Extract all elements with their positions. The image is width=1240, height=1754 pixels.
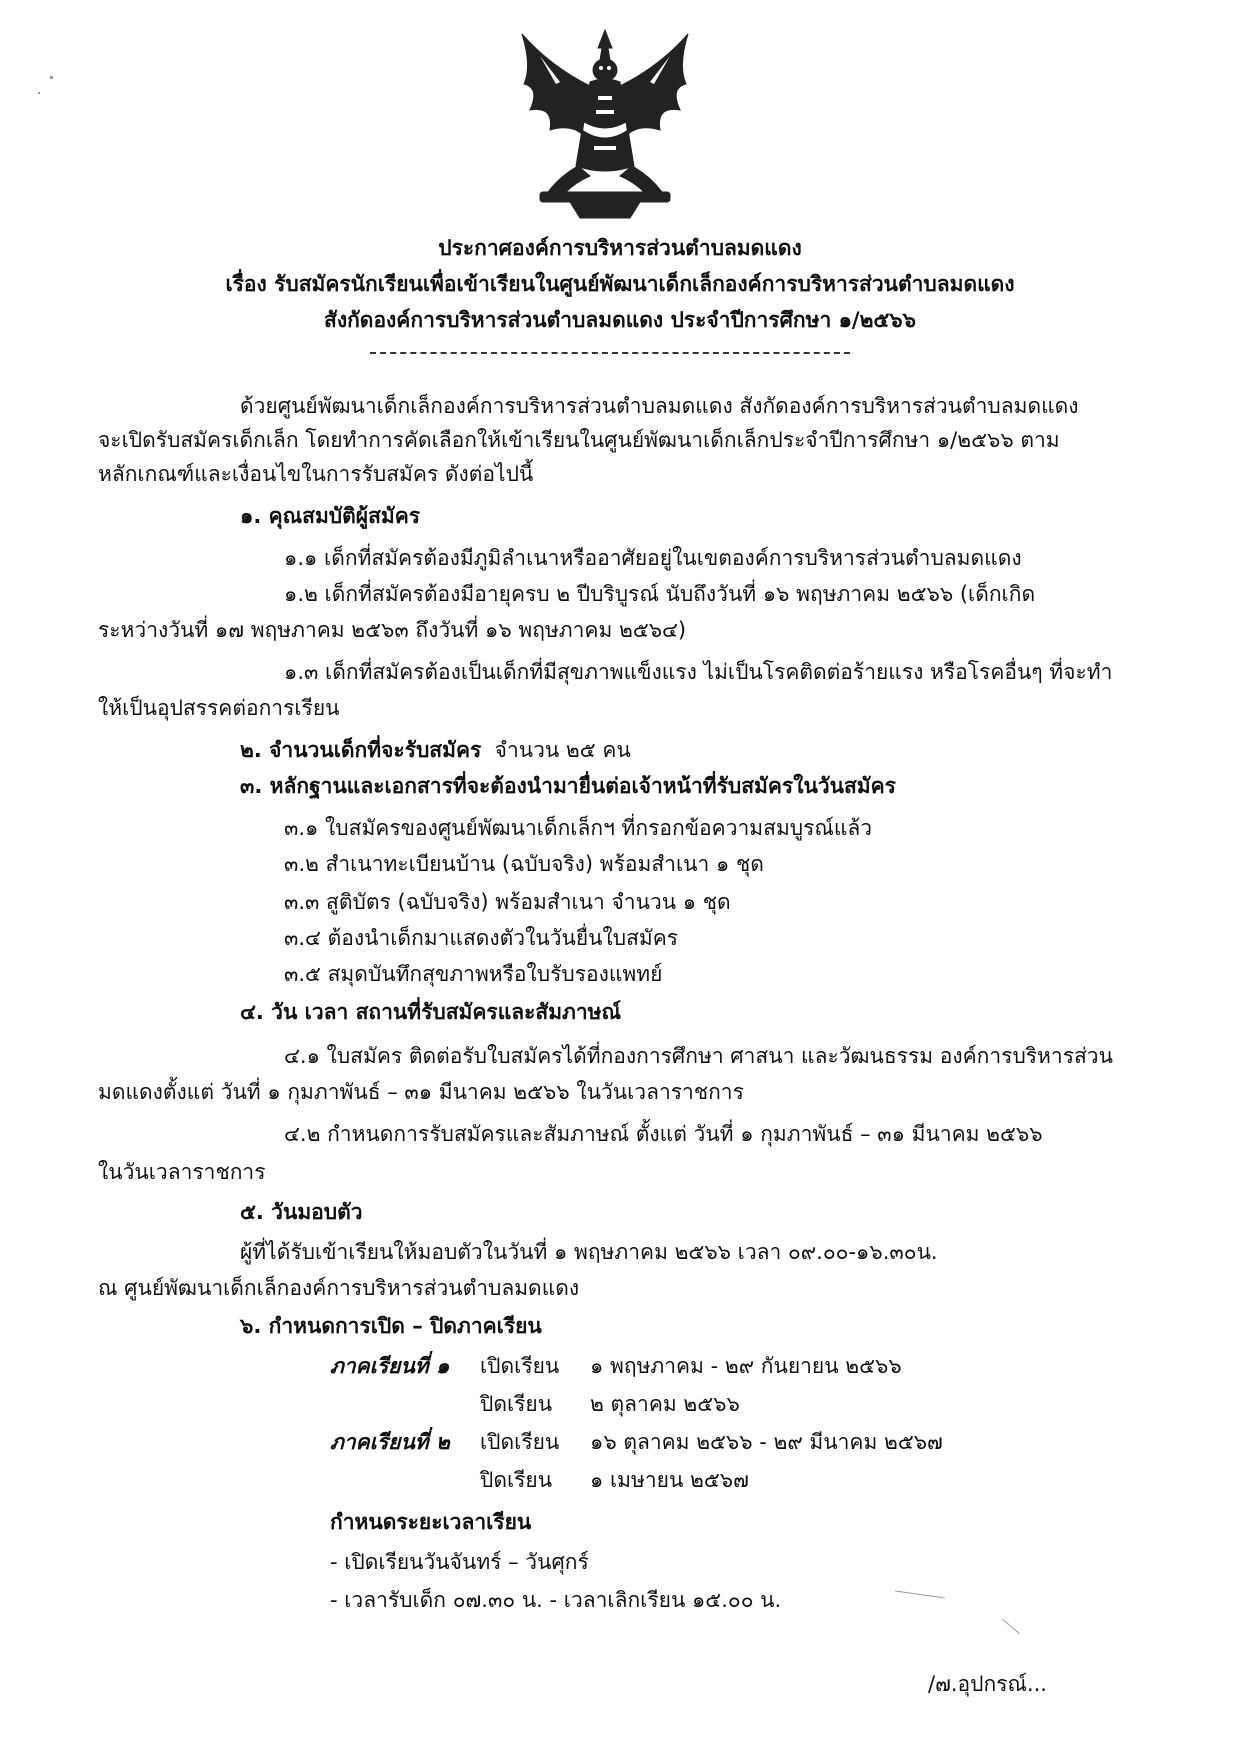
scan-speck bbox=[38, 92, 40, 94]
term-2-open-value: ๑๖ ตุลาคม ๒๕๖๖ - ๒๙ มีนาคม ๒๕๖๗ bbox=[590, 1430, 943, 1454]
section-3-item-4: ๓.๔ ต้องนำเด็กมาแสดงตัวในวันยื่นใบสมัคร bbox=[284, 926, 679, 950]
section-2-heading: ๒. จำนวนเด็กที่จะรับสมัคร bbox=[240, 738, 482, 762]
section-1-item-2-cont: ระหว่างวันที่ ๑๗ พฤษภาคม ๒๕๖๓ ถึงวันที่ ๑๖ พฤษภาคม ๒๕๖๔) bbox=[98, 618, 687, 642]
term-1-close-value: ๒ ตุลาคม ๒๕๖๖ bbox=[590, 1392, 740, 1416]
garuda-emblem-icon bbox=[510, 26, 700, 222]
section-1-item-1: ๑.๑ เด็กที่สมัครต้องมีภูมิลำเนาหรืออาศัยอยู่ในเขตองค์การบริหารส่วนตำบลมดแดง bbox=[284, 546, 1022, 570]
schedule-heading: กำหนดระยะเวลาเรียน bbox=[330, 1510, 532, 1534]
section-3-item-2: ๓.๒ สำเนาทะเบียนบ้าน (ฉบับจริง) พร้อมสำเนา ๑ ชุด bbox=[284, 852, 764, 876]
section-1-heading: ๑. คุณสมบัติผู้สมัคร bbox=[240, 504, 421, 528]
term-1-label: ภาคเรียนที่ ๑ bbox=[330, 1354, 450, 1378]
intro-line-3: หลักเกณฑ์และเงื่อนไขในการรับสมัคร ดังต่อไปนี้ bbox=[98, 462, 534, 486]
section-3-item-1: ๓.๑ ใบสมัครของศูนย์พัฒนาเด็กเล็กฯ ที่กรอกข้อความสมบูรณ์แล้ว bbox=[284, 816, 873, 840]
section-1-item-2: ๑.๒ เด็กที่สมัครต้องมีอายุครบ ๒ ปีบริบูรณ์ นับถึงวันที่ ๑๖ พฤษภาคม ๒๕๖๖ (เด็กเกิด bbox=[284, 582, 1036, 606]
announcement-affiliation: สังกัดองค์การบริหารส่วนตำบลมดแดง ประจำปีการศึกษา ๑/๒๕๖๖ bbox=[324, 308, 916, 332]
scan-speck bbox=[50, 76, 53, 79]
title-divider bbox=[370, 352, 850, 354]
section-3-item-5: ๓.๕ สมุดบันทึกสุขภาพหรือใบรับรองแพทย์ bbox=[284, 962, 663, 986]
section-4-item-1-cont: มดแดงตั้งแต่ วันที่ ๑ กุมภาพันธ์ – ๓๑ มีนาคม ๒๕๖๖ ในวันเวลาราชการ bbox=[98, 1080, 744, 1104]
announcement-subject: เรื่อง รับสมัครนักเรียนเพื่อเข้าเรียนในศูนย์พัฒนาเด็กเล็กองค์การบริหารส่วนตำบลมดแดง bbox=[225, 272, 1015, 296]
section-6-heading: ๖. กำหนดการเปิด – ปิดภาคเรียน bbox=[240, 1314, 542, 1338]
section-4-item-1: ๔.๑ ใบสมัคร ติดต่อรับใบสมัครได้ที่กองการศึกษา ศาสนา และวัฒนธรรม องค์การบริหารส่วน bbox=[284, 1044, 1113, 1068]
section-5-line-2: ณ ศูนย์พัฒนาเด็กเล็กองค์การบริหารส่วนตำบลมดแดง bbox=[98, 1276, 580, 1300]
continued-next-page: /๗.อุปกรณ์... bbox=[928, 1672, 1047, 1696]
section-1-item-3-cont: ให้เป็นอุปสรรคต่อการเรียน bbox=[98, 696, 340, 720]
section-2 bbox=[240, 734, 631, 767]
section-2-value: จำนวน ๒๕ คน bbox=[494, 738, 631, 762]
intro-line-2: จะเปิดรับสมัครเด็กเล็ก โดยทำการคัดเลือกให้เข้าเรียนในศูนย์พัฒนาเด็กเล็กประจำปีการศึกษา ๑/๒๕๖๖ ตาม bbox=[98, 428, 1060, 452]
section-4-item-2-cont: ในวันเวลาราชการ bbox=[98, 1160, 266, 1184]
term-1-close-label: ปิดเรียน bbox=[480, 1392, 553, 1416]
term-1-open-value: ๑ พฤษภาคม - ๒๙ กันยายน ๒๕๖๖ bbox=[590, 1354, 902, 1378]
section-3-heading: ๓. หลักฐานและเอกสารที่จะต้องนำมายื่นต่อเจ้าหน้าที่รับสมัครในวันสมัคร bbox=[240, 774, 896, 798]
schedule-line-1: - เปิดเรียนวันจันทร์ – วันศุกร์ bbox=[330, 1550, 589, 1574]
scan-mark bbox=[895, 1591, 945, 1599]
announcement-title: ประกาศองค์การบริหารส่วนตำบลมดแดง bbox=[438, 236, 802, 260]
intro-line-1: ด้วยศูนย์พัฒนาเด็กเล็กองค์การบริหารส่วนตำบลมดแดง สังกัดองค์การบริหารส่วนตำบลมดแดง bbox=[240, 394, 1079, 418]
section-4-item-2: ๔.๒ กำหนดการรับสมัครและสัมภาษณ์ ตั้งแต่ วันที่ ๑ กุมภาพันธ์ – ๓๑ มีนาคม ๒๕๖๖ bbox=[284, 1122, 1043, 1146]
section-1-item-3: ๑.๓ เด็กที่สมัครต้องเป็นเด็กที่มีสุขภาพแข็งแรง ไม่เป็นโรคติดต่อร้ายแรง หรือโรคอื่นๆ ที่จะทำ bbox=[284, 660, 1113, 684]
term-2-close-label: ปิดเรียน bbox=[480, 1468, 553, 1492]
section-4-heading: ๔. วัน เวลา สถานที่รับสมัครและสัมภาษณ์ bbox=[240, 1000, 622, 1024]
term-2-open-label: เปิดเรียน bbox=[480, 1430, 560, 1454]
term-1-open-label: เปิดเรียน bbox=[480, 1354, 560, 1378]
term-2-close-value: ๑ เมษายน ๒๕๖๗ bbox=[590, 1468, 749, 1492]
term-2-label: ภาคเรียนที่ ๒ bbox=[330, 1430, 450, 1454]
section-5-heading: ๕. วันมอบตัว bbox=[240, 1200, 363, 1224]
scan-mark bbox=[1002, 1619, 1019, 1634]
section-5-line-1: ผู้ที่ได้รับเข้าเรียนให้มอบตัวในวันที่ ๑ พฤษภาคม ๒๕๖๖ เวลา ๐๙.๐๐-๑๖.๓๐น. bbox=[240, 1240, 938, 1264]
section-3-item-3: ๓.๓ สูติบัตร (ฉบับจริง) พร้อมสำเนา จำนวน ๑ ชุด bbox=[284, 890, 731, 914]
schedule-line-2: - เวลารับเด็ก ๐๗.๓๐ น. - เวลาเลิกเรียน ๑๕.๐๐ น. bbox=[330, 1588, 782, 1612]
